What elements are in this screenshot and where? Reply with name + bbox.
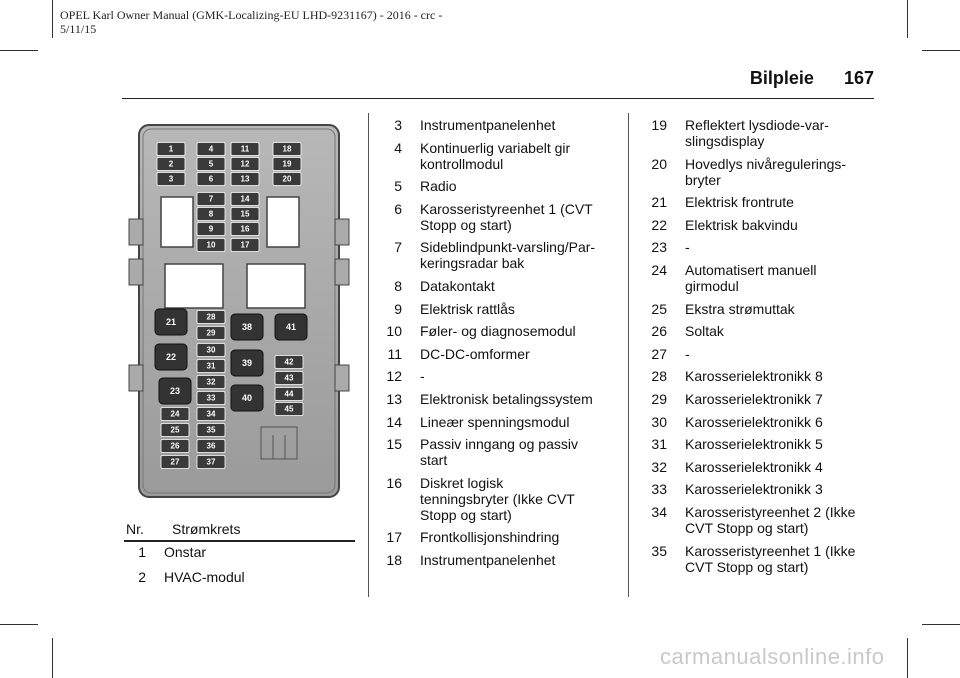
- watermark: carmanualsonline.info: [660, 644, 885, 669]
- crop-mark: [922, 624, 960, 625]
- fuse-label: 3: [168, 174, 174, 184]
- crop-mark: [52, 0, 53, 38]
- circuit-line: Elektronisk betalingssystem: [420, 391, 593, 407]
- row-circuit: [420, 414, 569, 430]
- circuit-line: Stopp og start): [420, 506, 512, 523]
- row-circuit: [420, 529, 559, 545]
- row-circuit: [685, 262, 817, 294]
- crop-mark: [907, 0, 908, 38]
- circuit-line: kontrollmodul: [420, 155, 504, 172]
- row-circuit: [685, 156, 846, 188]
- fuse-label: 21: [165, 317, 177, 327]
- row-circuit: [420, 178, 457, 194]
- fuse-label: 27: [170, 457, 180, 467]
- row-number: 9: [394, 300, 402, 317]
- row-number: 4: [394, 139, 402, 156]
- row-circuit: [420, 368, 425, 384]
- row-circuit: [685, 543, 855, 575]
- fuse-label: 37: [206, 457, 216, 467]
- circuit-line: CVT Stopp og start): [685, 558, 809, 575]
- circuit-line: Datakontakt: [420, 278, 495, 294]
- row-circuit: [685, 368, 823, 384]
- fuse-label: 33: [206, 393, 216, 403]
- row-circuit: [164, 569, 245, 585]
- fuse-label: 1: [168, 144, 174, 154]
- circuit-line: Automatisert manuell: [685, 262, 817, 278]
- meta-line: OPEL Karl Owner Manual (GMK-Localizing-EU LHD-9231167) - 2016 - crc -: [60, 8, 443, 22]
- row-number: 32: [651, 458, 667, 475]
- circuit-line: Instrumentpanelenhet: [420, 552, 556, 568]
- fuse-label: 31: [206, 361, 216, 371]
- fuse-label: 36: [206, 441, 216, 451]
- row-number: 24: [651, 262, 667, 278]
- crop-mark: [52, 638, 53, 678]
- row-circuit: [420, 323, 576, 339]
- circuit-line: Karosserielektronikk 6: [685, 413, 823, 430]
- row-number: 26: [651, 323, 667, 340]
- document-meta: [60, 8, 442, 36]
- row-circuit: [685, 346, 690, 362]
- fuse-label: 4: [208, 144, 214, 154]
- fuse-label: 28: [206, 312, 216, 322]
- fuse-label: 41: [285, 322, 297, 332]
- circuit-line: Instrumentpanelenhet: [420, 117, 556, 133]
- circuit-line: Karosseristyreenhet 1 (Ikke: [685, 542, 856, 559]
- circuit-line: Elektrisk rattlås: [420, 300, 515, 317]
- row-number: 8: [394, 278, 402, 294]
- row-number: 13: [386, 391, 402, 407]
- row-circuit: [685, 504, 855, 536]
- row-circuit: [685, 239, 690, 255]
- row-number: 12: [386, 368, 402, 385]
- fuse-label: 13: [240, 174, 250, 184]
- fuse-label: 14: [240, 194, 250, 204]
- row-number: 18: [386, 552, 402, 568]
- fuse-label: 32: [206, 377, 216, 387]
- fuse-label: 8: [208, 209, 214, 219]
- fuse-label: 22: [165, 352, 177, 362]
- circuit-line: Karosserielektronikk 3: [685, 481, 823, 498]
- row-number: 17: [386, 529, 402, 546]
- circuit-line: start: [420, 452, 448, 469]
- page-heading: [720, 68, 874, 89]
- circuit-line: CVT Stopp og start): [685, 520, 809, 536]
- fuse-label: 19: [282, 159, 292, 169]
- row-number: 29: [651, 391, 667, 407]
- circuit-line: slingsdisplay: [685, 133, 765, 149]
- row-circuit: [685, 481, 823, 497]
- page-number: 167: [843, 68, 874, 88]
- row-circuit: [420, 117, 555, 133]
- row-number: 2: [138, 569, 146, 585]
- circuit-line: DC-DC-omformer: [420, 345, 530, 362]
- circuit-line: Kontinuerlig variabelt gir: [420, 139, 571, 156]
- fuse-label: 38: [241, 322, 253, 332]
- fuse-label: 7: [208, 194, 214, 204]
- circuit-line: -: [420, 368, 425, 385]
- fuse-label: 17: [240, 240, 250, 250]
- row-circuit: [685, 391, 823, 407]
- fuse-label: 12: [240, 159, 250, 169]
- table-header-rule: [124, 540, 355, 542]
- fuse-label: 29: [206, 328, 216, 338]
- row-number: 6: [394, 200, 402, 217]
- col-nr-header: Nr.: [126, 521, 144, 537]
- crop-mark: [922, 50, 960, 51]
- row-number: 23: [651, 239, 667, 256]
- circuit-line: bryter: [685, 171, 721, 188]
- fuse-label: 18: [282, 144, 292, 154]
- fuse-label: 6: [208, 174, 214, 184]
- fuse-label: 26: [170, 441, 180, 451]
- row-number: 22: [651, 216, 667, 233]
- circuit-line: Sideblindpunkt-varsling/Par-: [420, 239, 596, 256]
- row-circuit: [420, 140, 570, 172]
- circuit-line: Lineær spenningsmodul: [420, 413, 570, 430]
- fuse-label: 16: [240, 224, 250, 234]
- meta-line: 5/11/15: [60, 22, 97, 36]
- fuse-label: 45: [284, 404, 294, 414]
- row-number: 30: [651, 413, 667, 430]
- row-number: 16: [386, 474, 402, 491]
- row-circuit: [685, 323, 724, 339]
- circuit-line: tenningsbryter (Ikke CVT: [420, 490, 575, 507]
- circuit-line: -: [685, 345, 690, 362]
- fuse-label: 35: [206, 425, 216, 435]
- row-circuit: [685, 436, 823, 452]
- circuit-line: Elektrisk frontrute: [685, 194, 794, 211]
- fuse-label: 44: [284, 389, 294, 399]
- row-circuit: [685, 217, 798, 233]
- crop-mark: [0, 50, 38, 51]
- row-number: 28: [651, 368, 667, 385]
- row-circuit: [685, 117, 829, 149]
- fuse-label: 9: [208, 224, 214, 234]
- circuit-line: Frontkollisjonshindring: [420, 529, 560, 546]
- circuit-line: Radio: [420, 178, 457, 195]
- header-rule: [122, 98, 874, 99]
- fuse-label: 39: [241, 358, 253, 368]
- circuit-line: Karosserielektronikk 8: [685, 368, 823, 385]
- row-number: 7: [394, 239, 402, 256]
- crop-mark: [0, 624, 38, 625]
- fuse-label: 11: [240, 144, 250, 154]
- fuse-label: 15: [240, 209, 250, 219]
- row-number: 5: [394, 178, 402, 195]
- column-divider: [368, 113, 369, 597]
- row-number: 10: [386, 323, 402, 340]
- circuit-line: HVAC-modul: [164, 569, 245, 585]
- row-circuit: [685, 301, 795, 317]
- row-circuit: [685, 194, 794, 210]
- row-circuit: [420, 239, 595, 271]
- row-number: 33: [651, 481, 667, 498]
- row-number: 34: [651, 504, 667, 520]
- row-circuit: [685, 414, 823, 430]
- fuse-label: 5: [208, 159, 214, 169]
- row-circuit: [420, 552, 555, 568]
- row-number: 1: [138, 544, 146, 560]
- circuit-line: Karosserielektronikk 7: [685, 391, 823, 407]
- row-circuit: [164, 544, 206, 560]
- row-circuit: [685, 459, 823, 475]
- circuit-line: Elektrisk bakvindu: [685, 216, 798, 233]
- circuit-line: Karosseristyreenhet 2 (Ikke: [685, 504, 856, 520]
- circuit-line: Diskret logisk: [420, 474, 504, 491]
- row-circuit: [420, 475, 575, 523]
- crop-mark: [907, 638, 908, 678]
- row-circuit: [420, 201, 593, 233]
- fuse-label: 30: [206, 345, 216, 355]
- fuse-label: 34: [206, 409, 216, 419]
- row-number: 31: [651, 436, 667, 453]
- row-circuit: [420, 346, 530, 362]
- row-number: 27: [651, 345, 667, 362]
- col-circuit-header: Strømkrets: [172, 521, 241, 537]
- row-circuit: [420, 436, 578, 468]
- circuit-line: keringsradar bak: [420, 255, 525, 272]
- fuse-label: 40: [241, 393, 253, 403]
- row-number: 35: [651, 542, 667, 559]
- circuit-line: Passiv inngang og passiv: [420, 436, 578, 453]
- row-number: 19: [651, 117, 667, 133]
- circuit-line: Hovedlys nivåregulerings-: [685, 155, 847, 172]
- column-divider: [628, 113, 629, 597]
- fuse-box-diagram: [127, 117, 353, 502]
- row-number: 20: [651, 155, 667, 172]
- circuit-line: Karosseristyreenhet 1 (CVT: [420, 200, 593, 217]
- fuse-label: 24: [170, 409, 180, 419]
- circuit-line: Karosserielektronikk 5: [685, 436, 823, 453]
- circuit-line: Føler- og diagnosemodul: [420, 323, 576, 340]
- row-number: 15: [386, 436, 402, 453]
- circuit-line: girmodul: [685, 278, 739, 294]
- fuse-label: 23: [169, 386, 181, 396]
- section-title: Bilpleie: [749, 68, 814, 88]
- fuse-label: 42: [284, 357, 294, 367]
- row-number: 3: [394, 117, 402, 133]
- fuse-label: 20: [282, 174, 292, 184]
- row-number: 11: [387, 345, 402, 362]
- circuit-line: Reflektert lysdiode-var-: [685, 117, 829, 133]
- row-circuit: [420, 391, 593, 407]
- fuse-label: 43: [284, 373, 294, 383]
- fuse-label: 2: [168, 159, 174, 169]
- row-circuit: [420, 278, 495, 294]
- row-circuit: [420, 301, 515, 317]
- circuit-line: Soltak: [685, 323, 724, 340]
- row-number: 25: [651, 300, 667, 317]
- circuit-line: Karosserielektronikk 4: [685, 458, 823, 475]
- row-number: 14: [386, 413, 402, 430]
- circuit-line: -: [685, 239, 690, 256]
- fuse-label: 25: [170, 425, 180, 435]
- circuit-line: Ekstra strømuttak: [685, 300, 795, 317]
- circuit-line: Onstar: [164, 544, 207, 560]
- circuit-line: Stopp og start): [420, 216, 512, 233]
- row-number: 21: [651, 194, 667, 211]
- fuse-label: 10: [206, 240, 216, 250]
